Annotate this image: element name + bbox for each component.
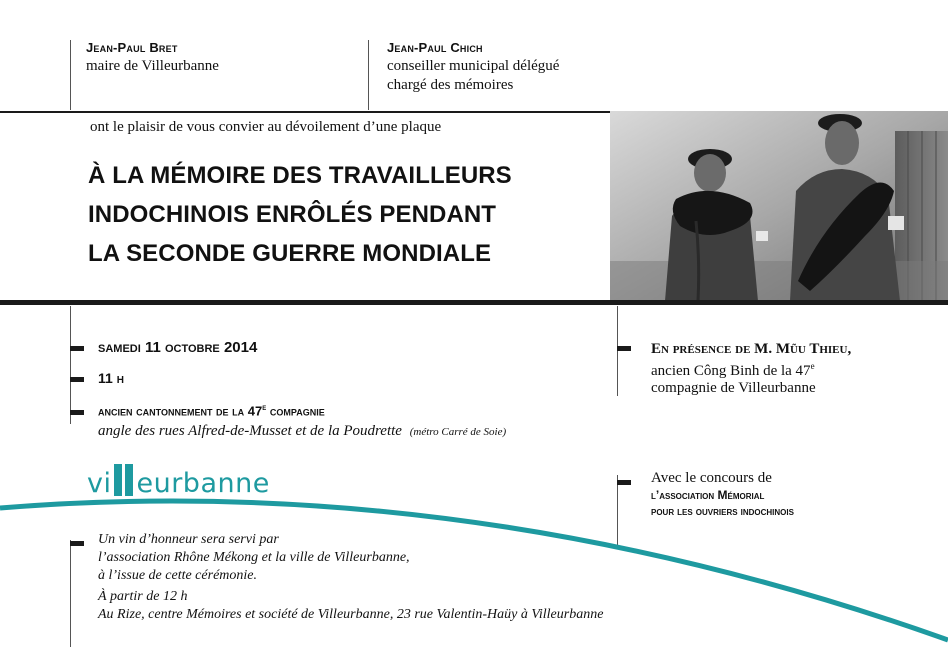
concours-line1: Avec le concours de [651, 470, 772, 486]
logo-text-part2: eurbanne [136, 468, 270, 499]
reception-marker [70, 541, 84, 546]
event-time: 11 h [98, 370, 124, 386]
reception-line3: à l’issue de cette cérémonie. [98, 568, 257, 583]
title-line-3: LA SECONDE GUERRE MONDIALE [88, 240, 492, 267]
person2-role-line1: conseiller municipal délégué [387, 58, 560, 74]
reception-line4: À partir de 12 h [98, 589, 188, 604]
person2-name: Jean-Paul Chich [387, 40, 483, 55]
concours-line2: l’association Mémorial [651, 488, 765, 502]
reception-line2: l’association Rhône Mékong et la ville de Villeurbanne, [98, 550, 410, 565]
intro-text: ont le plaisir de vous convier au dévoilement d’une plaque [90, 119, 442, 135]
title-line-2: INDOCHINOIS ENRÔLÉS PENDANT [88, 201, 497, 228]
place-title-post: compagnie [266, 403, 325, 419]
presence-line1-text: ancien Công Binh de la 47 [651, 363, 811, 379]
presence-line1-sup: e [810, 361, 815, 371]
logo-text-part1: vi [87, 468, 112, 499]
person2-role-line2: chargé des mémoires [387, 77, 514, 93]
concours-line3: pour les ouvriers indochinois [651, 506, 794, 518]
title-line-1: À LA MÉMOIRE DES TRAVAILLEURS [88, 162, 512, 189]
place-address-text: angle des rues Alfred-de-Musset et de la Poudrette [98, 423, 402, 439]
concours-marker [617, 480, 631, 485]
event-date-text: samedi 11 octobre 2014 [98, 339, 258, 356]
person1-role: maire de Villeurbanne [86, 58, 219, 74]
presence-line2: compagnie de Villeurbanne [651, 380, 816, 396]
reception-line5: Au Rize, centre Mémoires et société de Villeurbanne, 23 rue Valentin-Haüy à Villeurbanne [98, 607, 604, 622]
place-title-sup: e [262, 403, 267, 412]
presence-title: En présence de M. Mũu Thieu, [651, 341, 852, 357]
place-title-pre: ancien cantonnement de la 47 [98, 403, 263, 419]
reception-line1: Un vin d’honneur sera servi par [98, 532, 279, 547]
person1-name: Jean-Paul Bret [86, 40, 178, 55]
place-metro: (métro Carré de Soie) [409, 426, 507, 438]
